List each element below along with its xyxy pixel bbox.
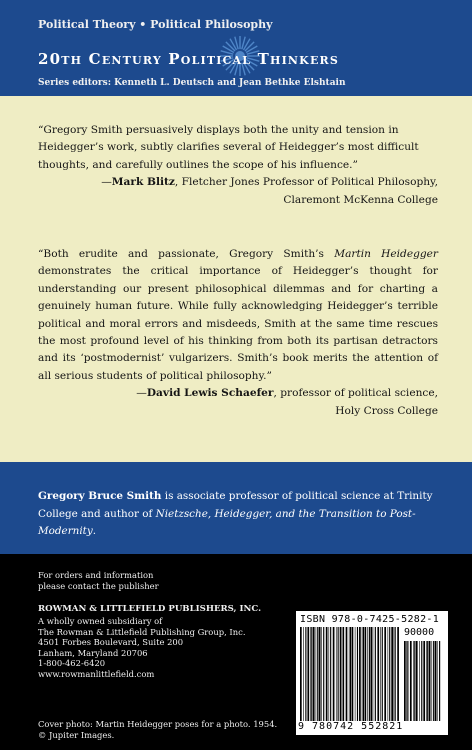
endorsement-author: Mark Blitz xyxy=(111,176,175,189)
author-book-title: Nietzsche, Heidegger, and the Transition to Post-Modernity xyxy=(38,507,416,538)
endorsement-attribution: —Mark Blitz, Fletcher Jones Professor of Political Philosophy, xyxy=(101,176,438,189)
publisher-footer xyxy=(0,554,472,750)
isbn-barcode xyxy=(296,611,448,735)
address-line: 1-800-462-6420 xyxy=(38,658,106,669)
endorsement-affiliation: Fletcher Jones Professor of Political Philosophy, xyxy=(181,176,438,189)
ean-barcode-bars xyxy=(300,627,400,721)
endorsement-text: “Gregory Smith persuasively displays both the unity and tension in Heidegger’s work, subtly clarifies several of Heidegger’s most difficult thoughts, and carefully outlines the scope of his influence.” xyxy=(38,124,419,171)
endorsements-panel xyxy=(0,96,472,462)
series-title: 20th Century Political Thinkers xyxy=(38,50,340,68)
author-bio xyxy=(38,488,438,541)
address-line: A wholly owned subsidiary of xyxy=(38,616,163,626)
category-label: Political Theory • Political Philosophy xyxy=(38,18,273,31)
address-line: Lanham, Maryland 20706 xyxy=(38,647,148,658)
endorsement-text xyxy=(38,246,438,385)
address-line: The Rowman & Littlefield Publishing Group, Inc. xyxy=(38,626,246,637)
endorsement-attribution: —David Lewis Schaefer, professor of political science, xyxy=(136,387,438,400)
publisher-website: www.rowmanlittlefield.com xyxy=(38,668,155,679)
publisher-address xyxy=(38,616,245,680)
credit-line: Cover photo: Martin Heidegger poses for a photo. 1954. xyxy=(38,719,278,729)
endorsement xyxy=(38,122,438,209)
series-header xyxy=(0,0,472,96)
endorsement-text-part: demonstrates the critical importance of Heidegger’s thought for understanding our present philosophical dilemmas and for charting a genuinely human future. While fully acknowledging Heidegger’s terrible political and moral errors and misdeeds, Smith at the same time rescues the most profound level of his thinking from both its partisan detractors and its ‘postmodernist’ vulgarizers. Smith’s book merits the attention of all serious students of political philosophy.” xyxy=(38,265,438,382)
endorsement-text-part: “Both erudite and passionate, Gregory Smith’s xyxy=(38,248,335,260)
author-bio-text: is associate professor of political science at Trinity College and author of xyxy=(38,490,433,520)
orders-line: please contact the publisher xyxy=(38,580,159,591)
ean-digits: 9 780742 552821 xyxy=(298,721,404,732)
endorsement-institution: Claremont McKenna College xyxy=(283,193,438,206)
addon-barcode-bars xyxy=(404,641,442,721)
cover-photo-credit xyxy=(38,719,277,740)
author-name: Gregory Bruce Smith xyxy=(38,490,162,502)
price-code: 90000 xyxy=(404,627,435,638)
author-bio-band xyxy=(0,462,472,554)
address-line: 4501 Forbes Boulevard, Suite 200 xyxy=(38,637,184,648)
series-editors: Series editors: Kenneth L. Deutsch and Jean Bethke Elshtain xyxy=(38,78,346,88)
orders-line: For orders and information xyxy=(38,570,154,580)
endorsement-affiliation: professor of political science, xyxy=(280,387,438,400)
publisher-name: ROWMAN & LITTLEFIELD PUBLISHERS, INC. xyxy=(38,604,262,614)
endorsement-institution: Holy Cross College xyxy=(335,404,438,417)
credit-line: © Jupiter Images. xyxy=(38,729,115,740)
endorsement-author: David Lewis Schaefer xyxy=(146,387,274,400)
isbn-number: ISBN 978-0-7425-5282-1 xyxy=(300,614,440,625)
endorsement-book-title: Martin Heidegger xyxy=(334,248,438,260)
endorsement xyxy=(38,246,438,420)
author-bio-text-end: . xyxy=(92,525,97,538)
orders-info xyxy=(38,570,159,591)
